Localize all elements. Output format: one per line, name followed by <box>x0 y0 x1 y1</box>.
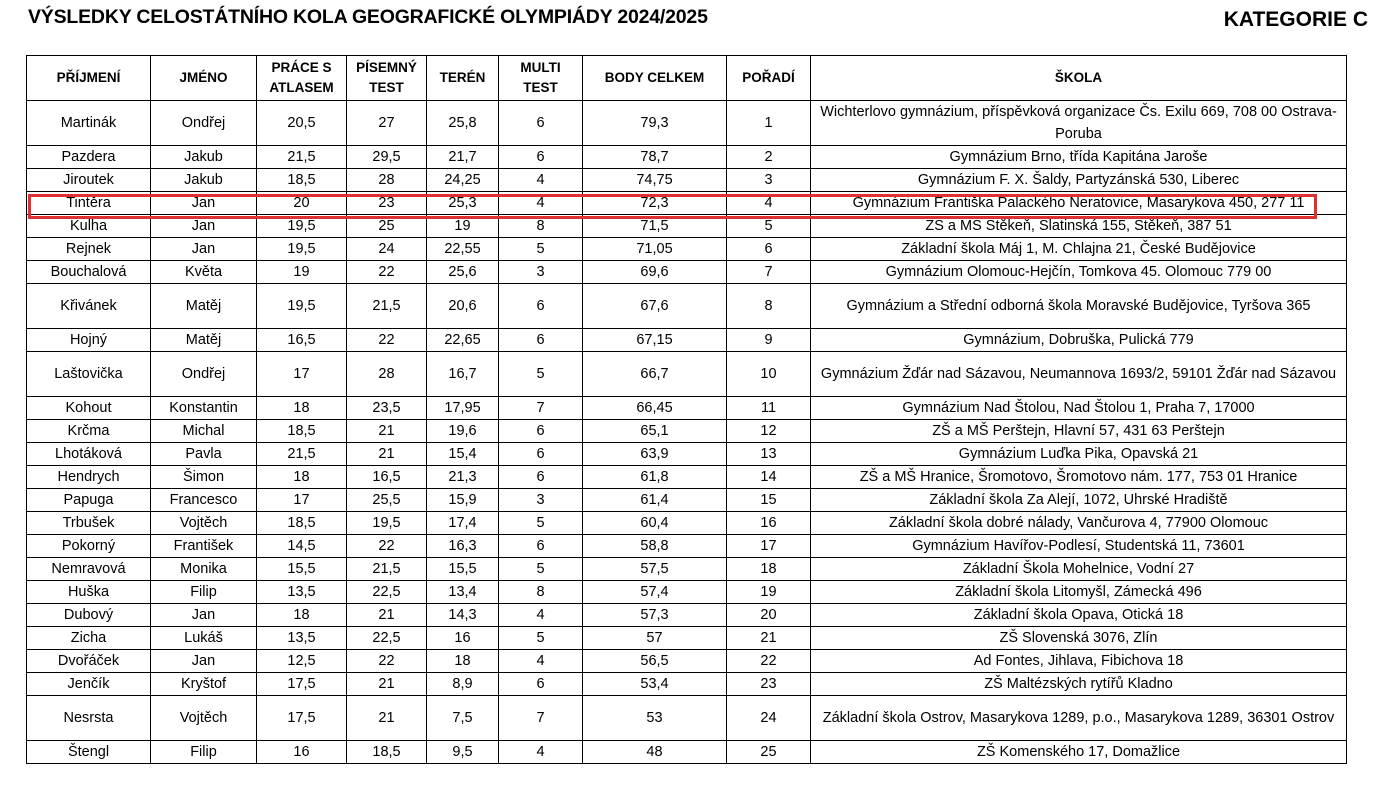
col-header-surname <box>27 56 151 101</box>
rank-cell: 6 <box>727 238 811 261</box>
surname-cell: Trbušek <box>27 512 151 535</box>
atlas-work-cell: 20,5 <box>257 101 347 146</box>
terrain-cell: 19 <box>427 215 499 238</box>
col-header-text: JMÉNO <box>179 70 228 85</box>
total-points-cell: 74,75 <box>583 169 727 192</box>
multi-test-cell: 5 <box>499 512 583 535</box>
surname-cell: Jiroutek <box>27 169 151 192</box>
table-row <box>27 489 1347 512</box>
atlas-work-cell: 19 <box>257 261 347 284</box>
written-test-cell: 25 <box>347 215 427 238</box>
terrain-cell: 24,25 <box>427 169 499 192</box>
multi-test-cell: 7 <box>499 696 583 741</box>
firstname-cell: František <box>151 535 257 558</box>
col-header-text: POŘADÍ <box>742 70 795 85</box>
total-points-cell: 61,8 <box>583 466 727 489</box>
surname-cell: Hojný <box>27 329 151 352</box>
surname-cell: Lhotáková <box>27 443 151 466</box>
total-points-cell: 57,5 <box>583 558 727 581</box>
written-test-cell: 19,5 <box>347 512 427 535</box>
school-cell: Gymnázium a Střední odborná škola Moravské Budějovice, Tyršova 365 <box>811 284 1347 329</box>
total-points-cell: 63,9 <box>583 443 727 466</box>
rank-cell: 3 <box>727 169 811 192</box>
multi-test-cell: 4 <box>499 192 583 215</box>
atlas-work-cell: 16,5 <box>257 329 347 352</box>
atlas-work-cell: 17,5 <box>257 696 347 741</box>
total-points-cell: 53 <box>583 696 727 741</box>
surname-cell: Papuga <box>27 489 151 512</box>
surname-cell: Nemravová <box>27 558 151 581</box>
col-header-text: PÍSEMNÝ <box>356 60 417 75</box>
firstname-cell: Jakub <box>151 146 257 169</box>
school-cell: Ad Fontes, Jihlava, Fibichova 18 <box>811 650 1347 673</box>
atlas-work-cell: 20 <box>257 192 347 215</box>
written-test-cell: 18,5 <box>347 741 427 764</box>
firstname-cell: Monika <box>151 558 257 581</box>
multi-test-cell: 8 <box>499 581 583 604</box>
multi-test-cell: 6 <box>499 329 583 352</box>
terrain-cell: 15,5 <box>427 558 499 581</box>
school-cell: Základní škola dobré nálady, Vančurova 4, 77900 Olomouc <box>811 512 1347 535</box>
col-header-text: PRÁCE S <box>271 60 332 75</box>
firstname-cell: Jan <box>151 604 257 627</box>
total-points-cell: 69,6 <box>583 261 727 284</box>
table-row <box>27 192 1347 215</box>
firstname-cell: Kryštof <box>151 673 257 696</box>
header-row <box>27 56 1347 101</box>
surname-cell: Pokorný <box>27 535 151 558</box>
atlas-work-cell: 21,5 <box>257 146 347 169</box>
school-cell: Gymnázium, Dobruška, Pulická 779 <box>811 329 1347 352</box>
col-header-text: TEST <box>369 80 404 95</box>
rank-cell: 18 <box>727 558 811 581</box>
multi-test-cell: 6 <box>499 673 583 696</box>
written-test-cell: 29,5 <box>347 146 427 169</box>
table-row <box>27 443 1347 466</box>
multi-test-cell: 3 <box>499 489 583 512</box>
total-points-cell: 67,6 <box>583 284 727 329</box>
atlas-work-cell: 19,5 <box>257 215 347 238</box>
surname-cell: Krčma <box>27 420 151 443</box>
written-test-cell: 25,5 <box>347 489 427 512</box>
atlas-work-cell: 13,5 <box>257 627 347 650</box>
rank-cell: 22 <box>727 650 811 673</box>
written-test-cell: 21 <box>347 604 427 627</box>
terrain-cell: 19,6 <box>427 420 499 443</box>
rank-cell: 2 <box>727 146 811 169</box>
col-header-rank <box>727 56 811 101</box>
school-cell: Základní Škola Mohelnice, Vodní 27 <box>811 558 1347 581</box>
surname-cell: Jenčík <box>27 673 151 696</box>
terrain-cell: 25,6 <box>427 261 499 284</box>
table-row <box>27 420 1347 443</box>
total-points-cell: 57 <box>583 627 727 650</box>
total-points-cell: 71,05 <box>583 238 727 261</box>
school-cell: Základní škola Za Alejí, 1072, Uhrské Hradiště <box>811 489 1347 512</box>
school-cell: Gymnázium Františka Palackého Neratovice, Masarykova 450, 277 11 <box>811 192 1347 215</box>
school-cell: Gymnázium Žďár nad Sázavou, Neumannova 1693/2, 59101 Žďár nad Sázavou <box>811 352 1347 397</box>
total-points-cell: 79,3 <box>583 101 727 146</box>
atlas-work-cell: 17 <box>257 489 347 512</box>
firstname-cell: Ondřej <box>151 352 257 397</box>
multi-test-cell: 4 <box>499 741 583 764</box>
rank-cell: 1 <box>727 101 811 146</box>
school-cell: Základní škola Máj 1, M. Chlajna 21, České Budějovice <box>811 238 1347 261</box>
table-row <box>27 650 1347 673</box>
rank-cell: 24 <box>727 696 811 741</box>
school-cell: ZŠ a MŠ Perštejn, Hlavní 57, 431 63 Perštejn <box>811 420 1347 443</box>
table-row <box>27 558 1347 581</box>
school-cell: ZŠ Komenského 17, Domažlice <box>811 741 1347 764</box>
rank-cell: 16 <box>727 512 811 535</box>
surname-cell: Štengl <box>27 741 151 764</box>
terrain-cell: 7,5 <box>427 696 499 741</box>
atlas-work-cell: 12,5 <box>257 650 347 673</box>
rank-cell: 5 <box>727 215 811 238</box>
multi-test-cell: 4 <box>499 650 583 673</box>
col-header-terrain <box>427 56 499 101</box>
rank-cell: 14 <box>727 466 811 489</box>
total-points-cell: 67,15 <box>583 329 727 352</box>
rank-cell: 11 <box>727 397 811 420</box>
multi-test-cell: 5 <box>499 558 583 581</box>
results-table <box>26 55 1347 764</box>
rank-cell: 25 <box>727 741 811 764</box>
total-points-cell: 66,7 <box>583 352 727 397</box>
atlas-work-cell: 19,5 <box>257 238 347 261</box>
table-row <box>27 466 1347 489</box>
table-row <box>27 696 1347 741</box>
school-cell: Gymnázium Olomouc-Hejčín, Tomkova 45. Olomouc 779 00 <box>811 261 1347 284</box>
school-cell: Wichterlovo gymnázium, příspěvková organizace Čs. Exilu 669, 708 00 Ostrava-Poruba <box>811 101 1347 146</box>
written-test-cell: 22 <box>347 261 427 284</box>
written-test-cell: 22 <box>347 535 427 558</box>
multi-test-cell: 6 <box>499 284 583 329</box>
written-test-cell: 22,5 <box>347 627 427 650</box>
written-test-cell: 28 <box>347 169 427 192</box>
terrain-cell: 8,9 <box>427 673 499 696</box>
firstname-cell: Šimon <box>151 466 257 489</box>
terrain-cell: 17,95 <box>427 397 499 420</box>
surname-cell: Kohout <box>27 397 151 420</box>
firstname-cell: Vojtěch <box>151 696 257 741</box>
written-test-cell: 22 <box>347 329 427 352</box>
school-cell: Gymnázium Brno, třída Kapitána Jaroše <box>811 146 1347 169</box>
school-cell: Základní škola Opava, Otická 18 <box>811 604 1347 627</box>
table-row <box>27 741 1347 764</box>
multi-test-cell: 6 <box>499 535 583 558</box>
table-row <box>27 397 1347 420</box>
terrain-cell: 9,5 <box>427 741 499 764</box>
col-header-multi-test <box>499 56 583 101</box>
table-row <box>27 627 1347 650</box>
total-points-cell: 56,5 <box>583 650 727 673</box>
terrain-cell: 22,65 <box>427 329 499 352</box>
written-test-cell: 23 <box>347 192 427 215</box>
table-row <box>27 673 1347 696</box>
firstname-cell: Jakub <box>151 169 257 192</box>
rank-cell: 9 <box>727 329 811 352</box>
firstname-cell: Filip <box>151 741 257 764</box>
page-title: VÝSLEDKY CELOSTÁTNÍHO KOLA GEOGRAFICKÉ OLYMPIÁDY 2024/2025 <box>28 6 708 28</box>
multi-test-cell: 4 <box>499 169 583 192</box>
total-points-cell: 53,4 <box>583 673 727 696</box>
rank-cell: 17 <box>727 535 811 558</box>
total-points-cell: 78,7 <box>583 146 727 169</box>
firstname-cell: Pavla <box>151 443 257 466</box>
surname-cell: Tintěra <box>27 192 151 215</box>
table-row <box>27 146 1347 169</box>
col-header-text: TERÉN <box>439 70 486 85</box>
atlas-work-cell: 17 <box>257 352 347 397</box>
atlas-work-cell: 18,5 <box>257 420 347 443</box>
written-test-cell: 16,5 <box>347 466 427 489</box>
multi-test-cell: 8 <box>499 215 583 238</box>
terrain-cell: 25,3 <box>427 192 499 215</box>
rank-cell: 12 <box>727 420 811 443</box>
results-body <box>27 101 1347 764</box>
atlas-work-cell: 18,5 <box>257 512 347 535</box>
school-cell: ZŠ a MŠ Štěkeň, Slatinská 155, Štěkeň, 387 51 <box>811 215 1347 238</box>
rank-cell: 8 <box>727 284 811 329</box>
atlas-work-cell: 14,5 <box>257 535 347 558</box>
rank-cell: 19 <box>727 581 811 604</box>
total-points-cell: 65,1 <box>583 420 727 443</box>
atlas-work-cell: 18 <box>257 466 347 489</box>
atlas-work-cell: 17,5 <box>257 673 347 696</box>
firstname-cell: Matěj <box>151 329 257 352</box>
terrain-cell: 21,7 <box>427 146 499 169</box>
firstname-cell: Květa <box>151 261 257 284</box>
school-cell: Gymnázium F. X. Šaldy, Partyzánská 530, Liberec <box>811 169 1347 192</box>
firstname-cell: Jan <box>151 192 257 215</box>
col-header-text: MULTI <box>520 60 561 75</box>
terrain-cell: 21,3 <box>427 466 499 489</box>
atlas-work-cell: 19,5 <box>257 284 347 329</box>
written-test-cell: 21,5 <box>347 558 427 581</box>
rank-cell: 13 <box>727 443 811 466</box>
atlas-work-cell: 13,5 <box>257 581 347 604</box>
atlas-work-cell: 16 <box>257 741 347 764</box>
firstname-cell: Konstantin <box>151 397 257 420</box>
written-test-cell: 27 <box>347 101 427 146</box>
rank-cell: 21 <box>727 627 811 650</box>
atlas-work-cell: 18 <box>257 604 347 627</box>
firstname-cell: Matěj <box>151 284 257 329</box>
total-points-cell: 58,8 <box>583 535 727 558</box>
written-test-cell: 21 <box>347 443 427 466</box>
total-points-cell: 72,3 <box>583 192 727 215</box>
table-row <box>27 215 1347 238</box>
table-row <box>27 169 1347 192</box>
written-test-cell: 21 <box>347 673 427 696</box>
terrain-cell: 16,7 <box>427 352 499 397</box>
multi-test-cell: 6 <box>499 466 583 489</box>
surname-cell: Hendrych <box>27 466 151 489</box>
table-row <box>27 238 1347 261</box>
atlas-work-cell: 15,5 <box>257 558 347 581</box>
surname-cell: Martinák <box>27 101 151 146</box>
total-points-cell: 57,4 <box>583 581 727 604</box>
table-row <box>27 261 1347 284</box>
written-test-cell: 21,5 <box>347 284 427 329</box>
written-test-cell: 23,5 <box>347 397 427 420</box>
table-row <box>27 604 1347 627</box>
table-row <box>27 101 1347 146</box>
terrain-cell: 18 <box>427 650 499 673</box>
col-header-text: BODY CELKEM <box>604 70 705 85</box>
multi-test-cell: 5 <box>499 627 583 650</box>
total-points-cell: 48 <box>583 741 727 764</box>
col-header-text: ATLASEM <box>269 80 334 95</box>
col-header-text: TEST <box>523 80 558 95</box>
school-cell: ZŠ a MŠ Hranice, Šromotovo, Šromotovo nám. 177, 753 01 Hranice <box>811 466 1347 489</box>
multi-test-cell: 5 <box>499 352 583 397</box>
school-cell: Základní škola Litomyšl, Zámecká 496 <box>811 581 1347 604</box>
table-row <box>27 535 1347 558</box>
surname-cell: Huška <box>27 581 151 604</box>
firstname-cell: Jan <box>151 650 257 673</box>
terrain-cell: 13,4 <box>427 581 499 604</box>
written-test-cell: 22 <box>347 650 427 673</box>
terrain-cell: 15,9 <box>427 489 499 512</box>
surname-cell: Křivánek <box>27 284 151 329</box>
rank-cell: 20 <box>727 604 811 627</box>
school-cell: Gymnázium Luďka Pika, Opavská 21 <box>811 443 1347 466</box>
firstname-cell: Lukáš <box>151 627 257 650</box>
surname-cell: Pazdera <box>27 146 151 169</box>
table-row <box>27 512 1347 535</box>
rank-cell: 15 <box>727 489 811 512</box>
category-label: KATEGORIE C <box>1223 8 1368 31</box>
terrain-cell: 14,3 <box>427 604 499 627</box>
surname-cell: Bouchalová <box>27 261 151 284</box>
rank-cell: 10 <box>727 352 811 397</box>
surname-cell: Laštovička <box>27 352 151 397</box>
atlas-work-cell: 18 <box>257 397 347 420</box>
total-points-cell: 61,4 <box>583 489 727 512</box>
total-points-cell: 71,5 <box>583 215 727 238</box>
firstname-cell: Jan <box>151 238 257 261</box>
multi-test-cell: 6 <box>499 420 583 443</box>
written-test-cell: 21 <box>347 420 427 443</box>
multi-test-cell: 3 <box>499 261 583 284</box>
firstname-cell: Michal <box>151 420 257 443</box>
written-test-cell: 22,5 <box>347 581 427 604</box>
col-header-school <box>811 56 1347 101</box>
terrain-cell: 17,4 <box>427 512 499 535</box>
multi-test-cell: 4 <box>499 604 583 627</box>
col-header-firstname <box>151 56 257 101</box>
multi-test-cell: 6 <box>499 443 583 466</box>
table-row <box>27 581 1347 604</box>
total-points-cell: 57,3 <box>583 604 727 627</box>
atlas-work-cell: 18,5 <box>257 169 347 192</box>
total-points-cell: 60,4 <box>583 512 727 535</box>
multi-test-cell: 6 <box>499 146 583 169</box>
firstname-cell: Filip <box>151 581 257 604</box>
terrain-cell: 22,55 <box>427 238 499 261</box>
table-row <box>27 329 1347 352</box>
table-row <box>27 284 1347 329</box>
multi-test-cell: 6 <box>499 101 583 146</box>
col-header-text: PŘÍJMENÍ <box>56 70 121 85</box>
surname-cell: Zicha <box>27 627 151 650</box>
terrain-cell: 20,6 <box>427 284 499 329</box>
terrain-cell: 25,8 <box>427 101 499 146</box>
firstname-cell: Vojtěch <box>151 512 257 535</box>
col-header-written-test <box>347 56 427 101</box>
school-cell: Základní škola Ostrov, Masarykova 1289, p.o., Masarykova 1289, 36301 Ostrov <box>811 696 1347 741</box>
school-cell: Gymnázium Havířov-Podlesí, Studentská 11, 73601 <box>811 535 1347 558</box>
table-row <box>27 352 1347 397</box>
col-header-atlas-work <box>257 56 347 101</box>
col-header-text: ŠKOLA <box>1054 70 1103 85</box>
terrain-cell: 15,4 <box>427 443 499 466</box>
firstname-cell: Ondřej <box>151 101 257 146</box>
multi-test-cell: 7 <box>499 397 583 420</box>
surname-cell: Dubový <box>27 604 151 627</box>
surname-cell: Dvořáček <box>27 650 151 673</box>
written-test-cell: 28 <box>347 352 427 397</box>
terrain-cell: 16,3 <box>427 535 499 558</box>
surname-cell: Kulha <box>27 215 151 238</box>
school-cell: Gymnázium Nad Štolou, Nad Štolou 1, Praha 7, 17000 <box>811 397 1347 420</box>
school-cell: ZŠ Slovenská 3076, Zlín <box>811 627 1347 650</box>
total-points-cell: 66,45 <box>583 397 727 420</box>
written-test-cell: 24 <box>347 238 427 261</box>
atlas-work-cell: 21,5 <box>257 443 347 466</box>
rank-cell: 7 <box>727 261 811 284</box>
written-test-cell: 21 <box>347 696 427 741</box>
surname-cell: Rejnek <box>27 238 151 261</box>
multi-test-cell: 5 <box>499 238 583 261</box>
surname-cell: Nesrsta <box>27 696 151 741</box>
terrain-cell: 16 <box>427 627 499 650</box>
col-header-total-points <box>583 56 727 101</box>
firstname-cell: Jan <box>151 215 257 238</box>
school-cell: ZŠ Maltézských rytířů Kladno <box>811 673 1347 696</box>
firstname-cell: Francesco <box>151 489 257 512</box>
rank-cell: 23 <box>727 673 811 696</box>
rank-cell: 4 <box>727 192 811 215</box>
